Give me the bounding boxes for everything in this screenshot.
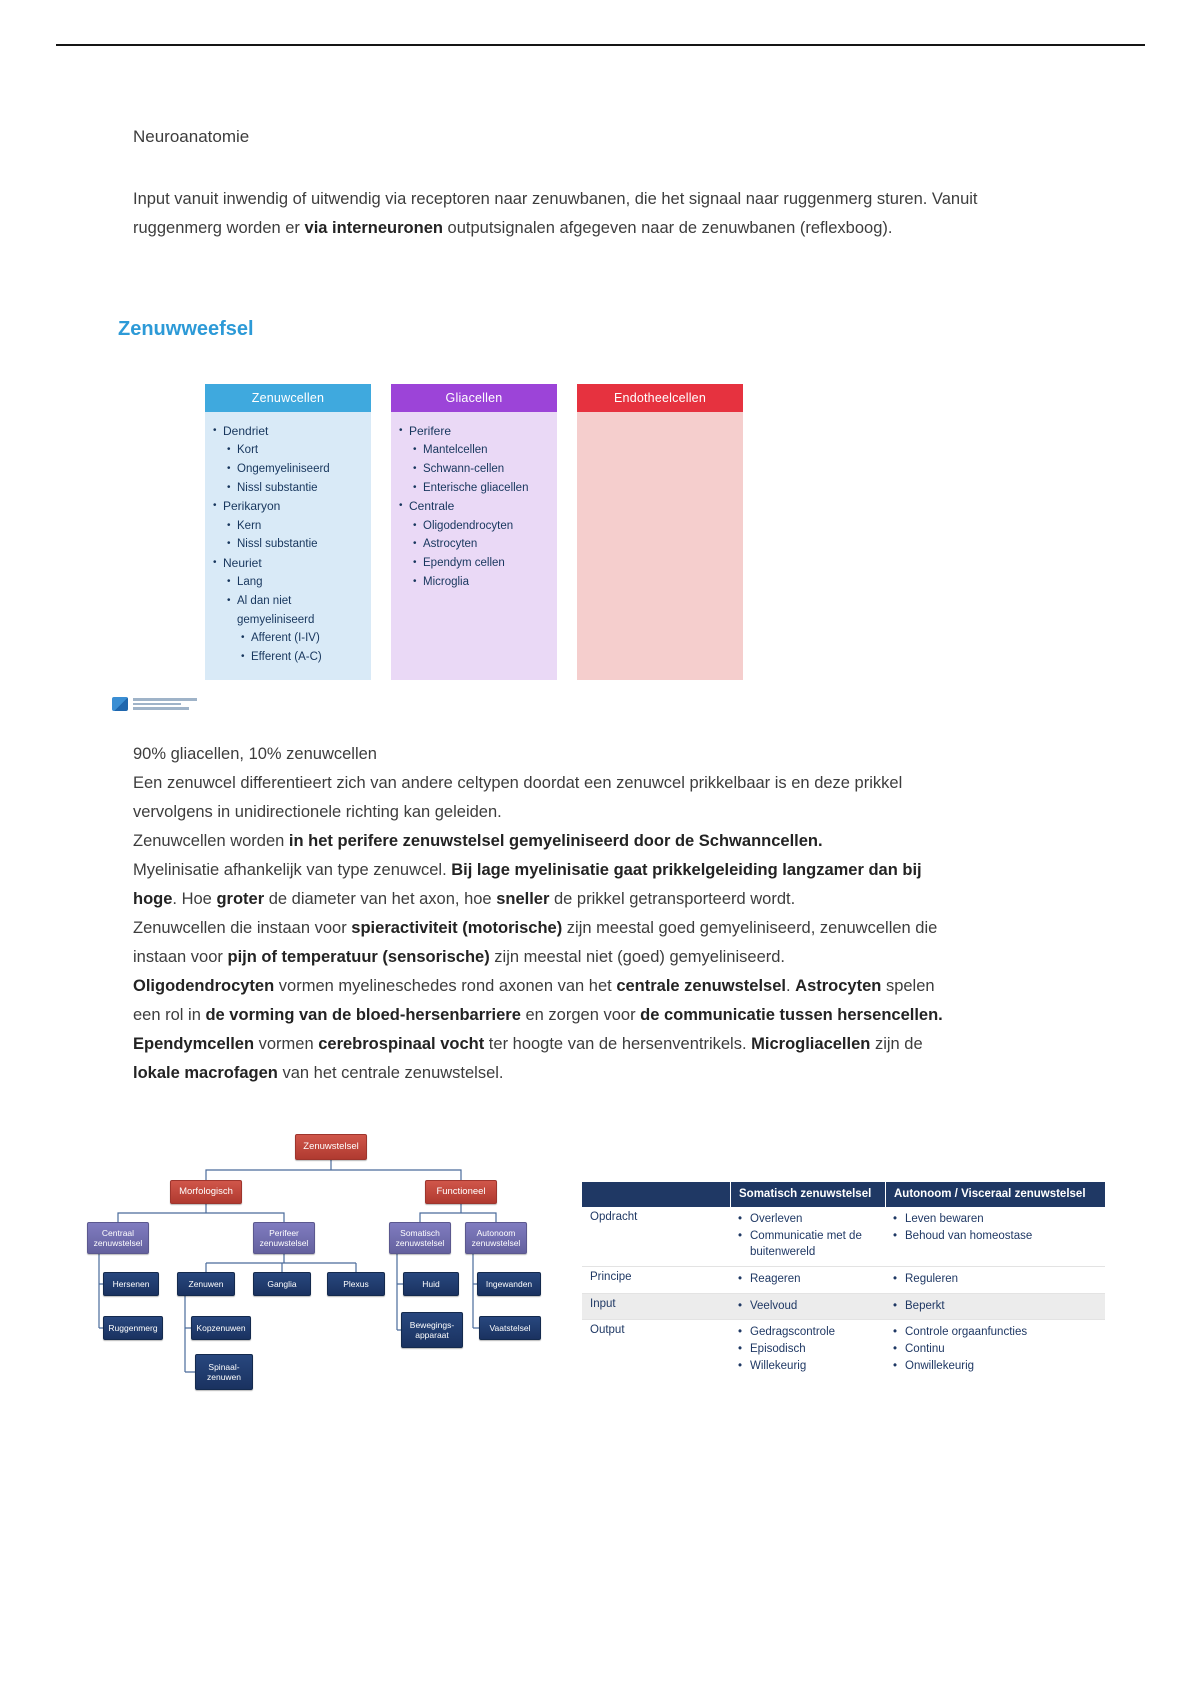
bold-text: sneller	[496, 890, 550, 908]
bullet-text: Oligodendrocyten	[423, 519, 514, 532]
bullet-icon: •	[413, 519, 417, 531]
table-row-label: Opdracht	[582, 1207, 730, 1267]
body-paragraph	[133, 769, 966, 827]
table-row	[582, 1294, 1105, 1321]
text: Zenuwcellen worden	[133, 832, 289, 850]
cell-bullet-item	[893, 1324, 1097, 1341]
bullet-item	[413, 460, 552, 479]
bullet-text: Dendriet	[223, 424, 269, 438]
institution-logo	[112, 696, 197, 712]
bold-text: in het perifere zenuwstelsel gemyeliniseerd door de Schwanncellen.	[288, 832, 823, 850]
cell-bullet-item	[893, 1358, 1097, 1375]
bold-text: pijn of temperatuur (sensorische)	[227, 948, 490, 966]
bullet-text: Efferent (A-C)	[251, 650, 322, 663]
table-row	[582, 1320, 1105, 1379]
bold-text: de vorming van de bloed-hersenbarriere	[205, 1006, 521, 1024]
bullet-item	[213, 554, 366, 573]
bullet-icon: •	[413, 538, 417, 550]
bullet-icon: •	[227, 595, 231, 607]
table-header-somatisch: Somatisch zenuwstelsel	[730, 1182, 885, 1207]
cell-bullet-item	[893, 1228, 1097, 1245]
table-cell	[885, 1294, 1105, 1321]
bullet-icon: •	[738, 1326, 743, 1339]
cell-bullet-item	[738, 1341, 877, 1358]
tree-node-ganglia: Ganglia	[253, 1272, 311, 1296]
tree-node-huid: Huid	[403, 1272, 459, 1296]
bullet-icon: •	[213, 500, 217, 512]
text: ter hoogte van de hersenventrikels.	[484, 1035, 752, 1053]
bullet-icon: •	[893, 1299, 898, 1312]
tree-node-hersenen: Hersenen	[103, 1272, 159, 1296]
table-row	[582, 1267, 1105, 1294]
intro-paragraph	[133, 185, 978, 243]
bullet-text: Perifere	[409, 424, 452, 438]
cell-bullet-item	[738, 1358, 877, 1375]
bullet-icon: •	[738, 1299, 743, 1312]
cell-bullet-item	[893, 1211, 1097, 1228]
bullet-item	[241, 629, 366, 648]
bullet-icon: •	[413, 463, 417, 475]
bullet-text: Continu	[905, 1342, 945, 1355]
body-paragraph	[133, 914, 966, 972]
bullet-item	[413, 573, 552, 592]
table-cell	[885, 1207, 1105, 1267]
bullet-icon: •	[893, 1342, 898, 1355]
bold-text: Ependymcellen	[133, 1035, 255, 1053]
bullet-text: Lang	[237, 576, 263, 589]
text: vormen	[254, 1035, 319, 1053]
table-cell	[885, 1267, 1105, 1294]
bullet-text: Reguleren	[905, 1272, 959, 1285]
cell-bullet-item	[738, 1228, 877, 1261]
text: Input vanuit inwendig of uitwendig via receptoren naar zenuwbanen, die het signaal naar ruggenmerg sturen. Vanuit ruggenmerg worden er	[133, 189, 978, 237]
body-paragraph	[133, 827, 966, 856]
bullet-item	[227, 535, 366, 554]
tree-node-ingewanden: Ingewanden	[477, 1272, 541, 1296]
bullet-text: Enterische gliacellen	[423, 481, 529, 494]
bullet-item	[413, 479, 552, 498]
table-header-row	[582, 1182, 1105, 1207]
logo-text-lines	[133, 696, 197, 712]
bullet-text: Veelvoud	[750, 1299, 798, 1312]
bullet-text: Schwann-cellen	[423, 463, 505, 476]
bold-text: lokale macrofagen	[133, 1064, 278, 1082]
cell-type-columns	[205, 384, 743, 680]
text: zijn meestal niet (goed) gemyeliniseerd.	[489, 948, 786, 966]
bullet-icon: •	[738, 1229, 743, 1242]
bold-text: Oligodendrocyten	[133, 977, 275, 995]
bullet-icon: •	[893, 1272, 898, 1285]
bullet-text: Ependym cellen	[423, 557, 505, 569]
tree-node-perifeer-zenuwstelsel: Perifeer zenuwstelsel	[253, 1222, 315, 1254]
bullet-icon: •	[738, 1359, 743, 1372]
text: Zenuwcellen die instaan voor	[133, 919, 352, 937]
table-row-label: Input	[582, 1294, 730, 1321]
table-row-label: Principe	[582, 1267, 730, 1294]
bullet-icon: •	[213, 557, 217, 568]
tree-node-zenuwen: Zenuwen	[177, 1272, 235, 1296]
tree-node-morfologisch: Morfologisch	[170, 1180, 242, 1204]
table-cell	[730, 1267, 885, 1294]
tree-node-ruggenmerg: Ruggenmerg	[103, 1316, 163, 1340]
bullet-icon: •	[227, 538, 231, 550]
cell-bullet-item	[738, 1211, 877, 1228]
table-cell	[730, 1320, 885, 1379]
bullet-text: Ongemyeliniseerd	[237, 463, 330, 476]
bullet-text: Episodisch	[750, 1342, 806, 1355]
bullet-icon: •	[213, 425, 217, 436]
bullet-icon: •	[893, 1212, 898, 1225]
cell-bullet-item	[893, 1341, 1097, 1358]
bullet-text: Nissl substantie	[237, 538, 318, 551]
bullet-item	[413, 535, 552, 554]
column-header-endotheelcellen: Endotheelcellen	[577, 384, 743, 412]
body-paragraph	[133, 740, 966, 769]
tree-node-functioneel: Functioneel	[425, 1180, 497, 1204]
tree-node-autonoom-zenuwstelsel: Autonoom zenuwstelsel	[465, 1222, 527, 1254]
nervous-system-diagram	[85, 1128, 555, 1418]
table-cell	[730, 1294, 885, 1321]
column-body-gliacellen	[391, 412, 557, 680]
bold-text: Astrocyten	[795, 977, 882, 995]
column-zenuwcellen	[205, 384, 371, 680]
bullet-item	[227, 479, 366, 498]
slide-heading: Zenuwweefsel	[118, 318, 254, 340]
column-endotheelcellen	[577, 384, 743, 680]
tree-node-plexus: Plexus	[327, 1272, 385, 1296]
bold-text: spieractiviteit (motorische)	[351, 919, 563, 937]
column-header-gliacellen: Gliacellen	[391, 384, 557, 412]
body-paragraph	[133, 972, 966, 1088]
text: spelen een rol in	[133, 977, 935, 1024]
bullet-icon: •	[413, 444, 417, 456]
page-title: Neuroanatomie	[133, 127, 250, 146]
bullet-icon: •	[227, 463, 231, 475]
bullet-text: Willekeurig	[750, 1359, 807, 1372]
bullet-text: Onwillekeurig	[905, 1359, 975, 1372]
bullet-text: Al dan niet gemyeliniseerd	[237, 595, 315, 626]
bullet-item	[399, 422, 552, 441]
text: Een zenuwcel differentieert zich van andere celtypen doordat een zenuwcel prikkelbaar is en deze prikkel vervolgens in unidirectionele richting kan geleiden.	[133, 774, 903, 821]
tree-node-somatisch-zenuwstelsel: Somatisch zenuwstelsel	[389, 1222, 451, 1254]
top-rule	[56, 44, 1145, 46]
bullet-icon: •	[227, 481, 231, 493]
body-text	[133, 740, 966, 1088]
bullet-text: Gedragscontrole	[750, 1326, 836, 1339]
bullet-text: Neuriet	[223, 556, 262, 570]
bullet-item	[227, 517, 366, 536]
bullet-icon: •	[241, 632, 245, 644]
bold-text: centrale zenuwstelsel	[616, 977, 786, 995]
bold-text: groter	[216, 890, 265, 908]
table-header-autonoom: Autonoom / Visceraal zenuwstelsel	[885, 1182, 1105, 1207]
table-cell	[885, 1320, 1105, 1379]
table-header-empty	[582, 1182, 730, 1207]
bullet-item	[227, 592, 366, 629]
bullet-icon: •	[893, 1326, 898, 1339]
bullet-text: Leven bewaren	[905, 1212, 984, 1225]
tree-node-zenuwstelsel: Zenuwstelsel	[295, 1134, 367, 1160]
bullet-icon: •	[413, 481, 417, 493]
bold-text: de communicatie tussen hersencellen.	[640, 1006, 943, 1024]
bullet-text: Nissl substantie	[237, 481, 318, 494]
bullet-item	[227, 460, 366, 479]
logo-icon	[112, 697, 128, 711]
column-body-endotheelcellen	[577, 412, 743, 680]
bullet-text: Kort	[237, 444, 259, 457]
cell-bullet-item	[738, 1324, 877, 1341]
bullet-text: Behoud van homeostase	[905, 1229, 1033, 1242]
cell-bullet-item	[738, 1298, 877, 1315]
text: van het centrale zenuwstelsel.	[277, 1064, 504, 1082]
bullet-icon: •	[738, 1212, 743, 1225]
text: . Hoe	[172, 890, 217, 908]
bullet-item	[213, 422, 366, 441]
bullet-item	[399, 497, 552, 516]
text: 90% gliacellen, 10% zenuwcellen	[133, 745, 377, 763]
text: Myelinisatie afhankelijk van type zenuwcel.	[133, 861, 452, 879]
tree-node-kopzenuwen: Kopzenuwen	[191, 1316, 251, 1340]
column-gliacellen	[391, 384, 557, 680]
bullet-icon: •	[738, 1272, 743, 1285]
bullet-icon: •	[738, 1342, 743, 1355]
tree-node-centraal-zenuwstelsel: Centraal zenuwstelsel	[87, 1222, 149, 1254]
tree-node-vaatstelsel: Vaatstelsel	[479, 1316, 541, 1340]
bullet-text: Overleven	[750, 1212, 803, 1225]
text: en zorgen voor	[520, 1006, 641, 1024]
bullet-icon: •	[241, 650, 245, 662]
bullet-item	[413, 517, 552, 536]
column-body-zenuwcellen	[205, 412, 371, 680]
table-cell	[730, 1207, 885, 1267]
bold-text: via interneuronen	[304, 218, 443, 237]
bold-text: cerebrospinaal vocht	[318, 1035, 485, 1053]
bullet-text: Afferent (I-IV)	[251, 632, 320, 645]
bullet-item	[413, 441, 552, 460]
bullet-icon: •	[227, 519, 231, 531]
bullet-text: Microglia	[423, 575, 470, 588]
tree-node-bewegingsapparaat: Bewegings-apparaat	[401, 1312, 463, 1348]
bullet-text: Mantelcellen	[423, 444, 488, 457]
bullet-text: Reageren	[750, 1272, 801, 1285]
bold-text: Bij lage myelinisatie gaat prikkelgeleiding langzamer dan bij hoge	[133, 861, 922, 908]
bullet-icon: •	[893, 1229, 898, 1242]
bullet-text: Perikaryon	[223, 499, 281, 514]
bullet-icon: •	[399, 425, 403, 436]
bullet-text: Astrocyten	[423, 538, 478, 551]
bullet-icon: •	[227, 444, 231, 456]
table-row-label: Output	[590, 1324, 625, 1337]
bullet-text: Beperkt	[905, 1299, 945, 1312]
cell-bullet-item	[893, 1271, 1097, 1288]
body-paragraph	[133, 856, 966, 914]
bullet-icon: •	[399, 500, 403, 512]
text: zijn de	[870, 1035, 923, 1053]
bold-text: Microgliacellen	[751, 1035, 871, 1053]
cell-bullet-item	[738, 1271, 877, 1288]
bullet-item	[227, 441, 366, 460]
text: .	[785, 977, 796, 995]
text: zijn meestal goed gemyeliniseerd, zenuwcellen die instaan voor	[133, 919, 938, 966]
bullet-icon: •	[227, 576, 231, 588]
bullet-text: Communicatie met de buitenwereld	[750, 1229, 862, 1259]
bullet-item	[213, 497, 366, 516]
text: outputsignalen afgegeven naar de zenuwbanen (reflexboog).	[442, 218, 893, 237]
bullet-item	[241, 648, 366, 667]
bullet-text: Controle orgaanfuncties	[905, 1326, 1028, 1339]
bullet-icon: •	[893, 1359, 898, 1372]
cell-bullet-item	[893, 1298, 1097, 1315]
bullet-text: Kern	[237, 519, 262, 532]
bullet-icon: •	[413, 557, 417, 568]
tree-node-spinaalzenuwen: Spinaal-zenuwen	[195, 1354, 253, 1390]
bullet-text: Centrale	[409, 499, 455, 514]
bullet-item	[227, 573, 366, 592]
bullet-icon: •	[413, 575, 417, 587]
table-row	[582, 1207, 1105, 1267]
text: de diameter van het axon, hoe	[264, 890, 497, 908]
column-header-zenuwcellen: Zenuwcellen	[205, 384, 371, 412]
text: vormen myelineschedes rond axonen van het	[274, 977, 617, 995]
bullet-item	[413, 554, 552, 573]
comparison-table	[582, 1182, 1105, 1379]
text: de prikkel getransporteerd wordt.	[549, 890, 796, 908]
